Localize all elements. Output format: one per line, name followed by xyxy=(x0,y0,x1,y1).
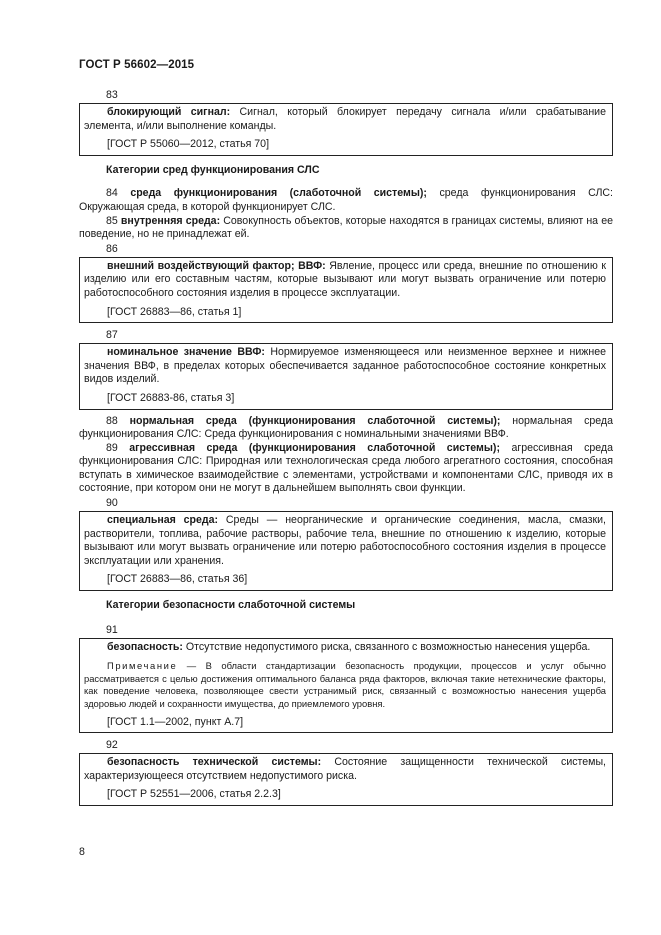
para-number: 85 xyxy=(106,214,121,227)
term-box xyxy=(79,257,613,323)
term-definition: Явление, процесс или среда, внешние по отношению к изделию или его составным частям, которые вызывают или могут вызвать ограничение или потерю работоспособного состояния изделия в процессе эксплуатации. xyxy=(84,259,606,299)
term-definition: Отсутствие недопустимого риска, связанного с возможностью нанесения ущерба. xyxy=(182,640,591,653)
paragraph-85 xyxy=(79,215,613,242)
para-number: 88 xyxy=(106,414,130,427)
term-definition: Совокупность объектов, которые находятся в границах системы, влияют на ее поведение, но не принадлежат ей. xyxy=(79,214,613,241)
term-number: 83 xyxy=(106,89,118,101)
paragraph-88 xyxy=(79,415,613,442)
term-name: внешний воздействующий фактор; ВВФ: xyxy=(107,259,326,272)
para-number: 84 xyxy=(106,187,131,200)
para-number: 89 xyxy=(106,441,130,454)
term-source: [ГОСТ 26883-86, статья 3] xyxy=(107,391,235,404)
paragraph-84 xyxy=(79,187,613,214)
term-source: [ГОСТ 1.1—2002, пункт А.7] xyxy=(107,715,244,728)
term-entry xyxy=(84,260,606,301)
term-number: 90 xyxy=(106,497,118,510)
paragraph-89 xyxy=(79,442,613,496)
section-heading: Категории безопасности слаботочной системы xyxy=(106,599,356,612)
term-box xyxy=(79,511,613,591)
term-definition: Состояние защищенности технической системы, характеризующееся отсутствием недопустимого риска. xyxy=(84,756,606,782)
term-entry xyxy=(84,346,606,387)
term-name: нормальная среда (функционирования слаботочной системы); xyxy=(129,414,501,427)
term-box xyxy=(79,343,613,409)
term-source: [ГОСТ Р 52551—2006, статья 2.2.3] xyxy=(107,788,281,801)
term-source: [ГОСТ Р 55060—2012, статья 70] xyxy=(107,138,270,151)
term-name: агрессивная среда (функционирования слаботочной системы); xyxy=(129,441,500,454)
term-note xyxy=(84,660,606,710)
term-entry xyxy=(84,641,606,655)
term-box xyxy=(79,638,613,734)
term-definition: Нормируемое изменяющееся или неизменное верхнее и нижнее значения ВВФ, в пределах которых обеспечивается заданное работоспособное состояние конкретных видов изделий. xyxy=(84,346,606,386)
note-label: Примечание xyxy=(107,660,178,672)
term-entry xyxy=(84,106,606,133)
term-definition: Сигнал, который блокирует передачу сигнала и/или срабатывание элемента, и/или выполнение команды. xyxy=(84,106,606,132)
page-number: 8 xyxy=(79,846,85,858)
term-definition: среда функционирования СЛС: Окружающая среда, в которой функционирует СЛС. xyxy=(79,187,614,213)
term-number: 86 xyxy=(106,242,118,255)
term-source: [ГОСТ 26883—86, статья 36] xyxy=(107,573,248,586)
note-text: — В области стандартизации безопасность продукции, процессов и услуг обычно рассматривается с целью достижения оптимального баланса ряда факторов, включая такие нетехнические факторы, как поведение человека, позволяющее свести устранимый риск, связанный с возможностью нанесения ущерба здоровью людей и сохранности имущества, до приемлемого уровня. xyxy=(84,660,606,709)
term-definition: Среды — неорганические и органические соединения, масла, смазки, растворители, топлива, рабочие растворы, рабочие тела, внешние по отношению к изделию, которые вызывают или могут вызвать ограничение или потерю работоспособного состояния изделия в процессе эксплуатации или хранения. xyxy=(84,514,606,567)
term-name: внутренняя среда: xyxy=(120,214,221,227)
page-header: ГОСТ Р 56602—2015 xyxy=(79,59,195,71)
term-entry xyxy=(84,756,606,783)
term-name: безопасность: xyxy=(107,640,183,653)
term-definition: нормальная среда функционирования СЛС: Среда функционирования с номинальными значениями ВВФ. xyxy=(79,414,613,441)
document-body xyxy=(79,88,613,806)
term-number: 91 xyxy=(106,623,118,636)
term-entry xyxy=(84,514,606,568)
section-heading: Категории сред функционирования СЛС xyxy=(106,163,320,176)
term-name: специальная среда: xyxy=(107,514,219,527)
term-number: 87 xyxy=(106,329,118,342)
term-definition: агрессивная среда функционирования СЛС: Природная или технологическая среда любого агрегатного состояния, способная вступать в химическое взаимодействие с элементами, устройствами и компонентами СЛС, приводя их в состояние, при котором они не могут в дальнейшем выполнять свои функции. xyxy=(79,441,613,495)
term-name: безопасность технической системы: xyxy=(107,756,322,769)
term-number: 92 xyxy=(106,739,118,752)
term-name: номинальное значение ВВФ: xyxy=(107,346,265,359)
term-name: блокирующий сигнал: xyxy=(107,106,231,118)
term-box xyxy=(79,753,613,806)
term-box xyxy=(79,103,613,156)
term-source: [ГОСТ 26883—86, статья 1] xyxy=(107,305,242,318)
term-name: среда функционирования (слаботочной системы); xyxy=(130,187,427,200)
